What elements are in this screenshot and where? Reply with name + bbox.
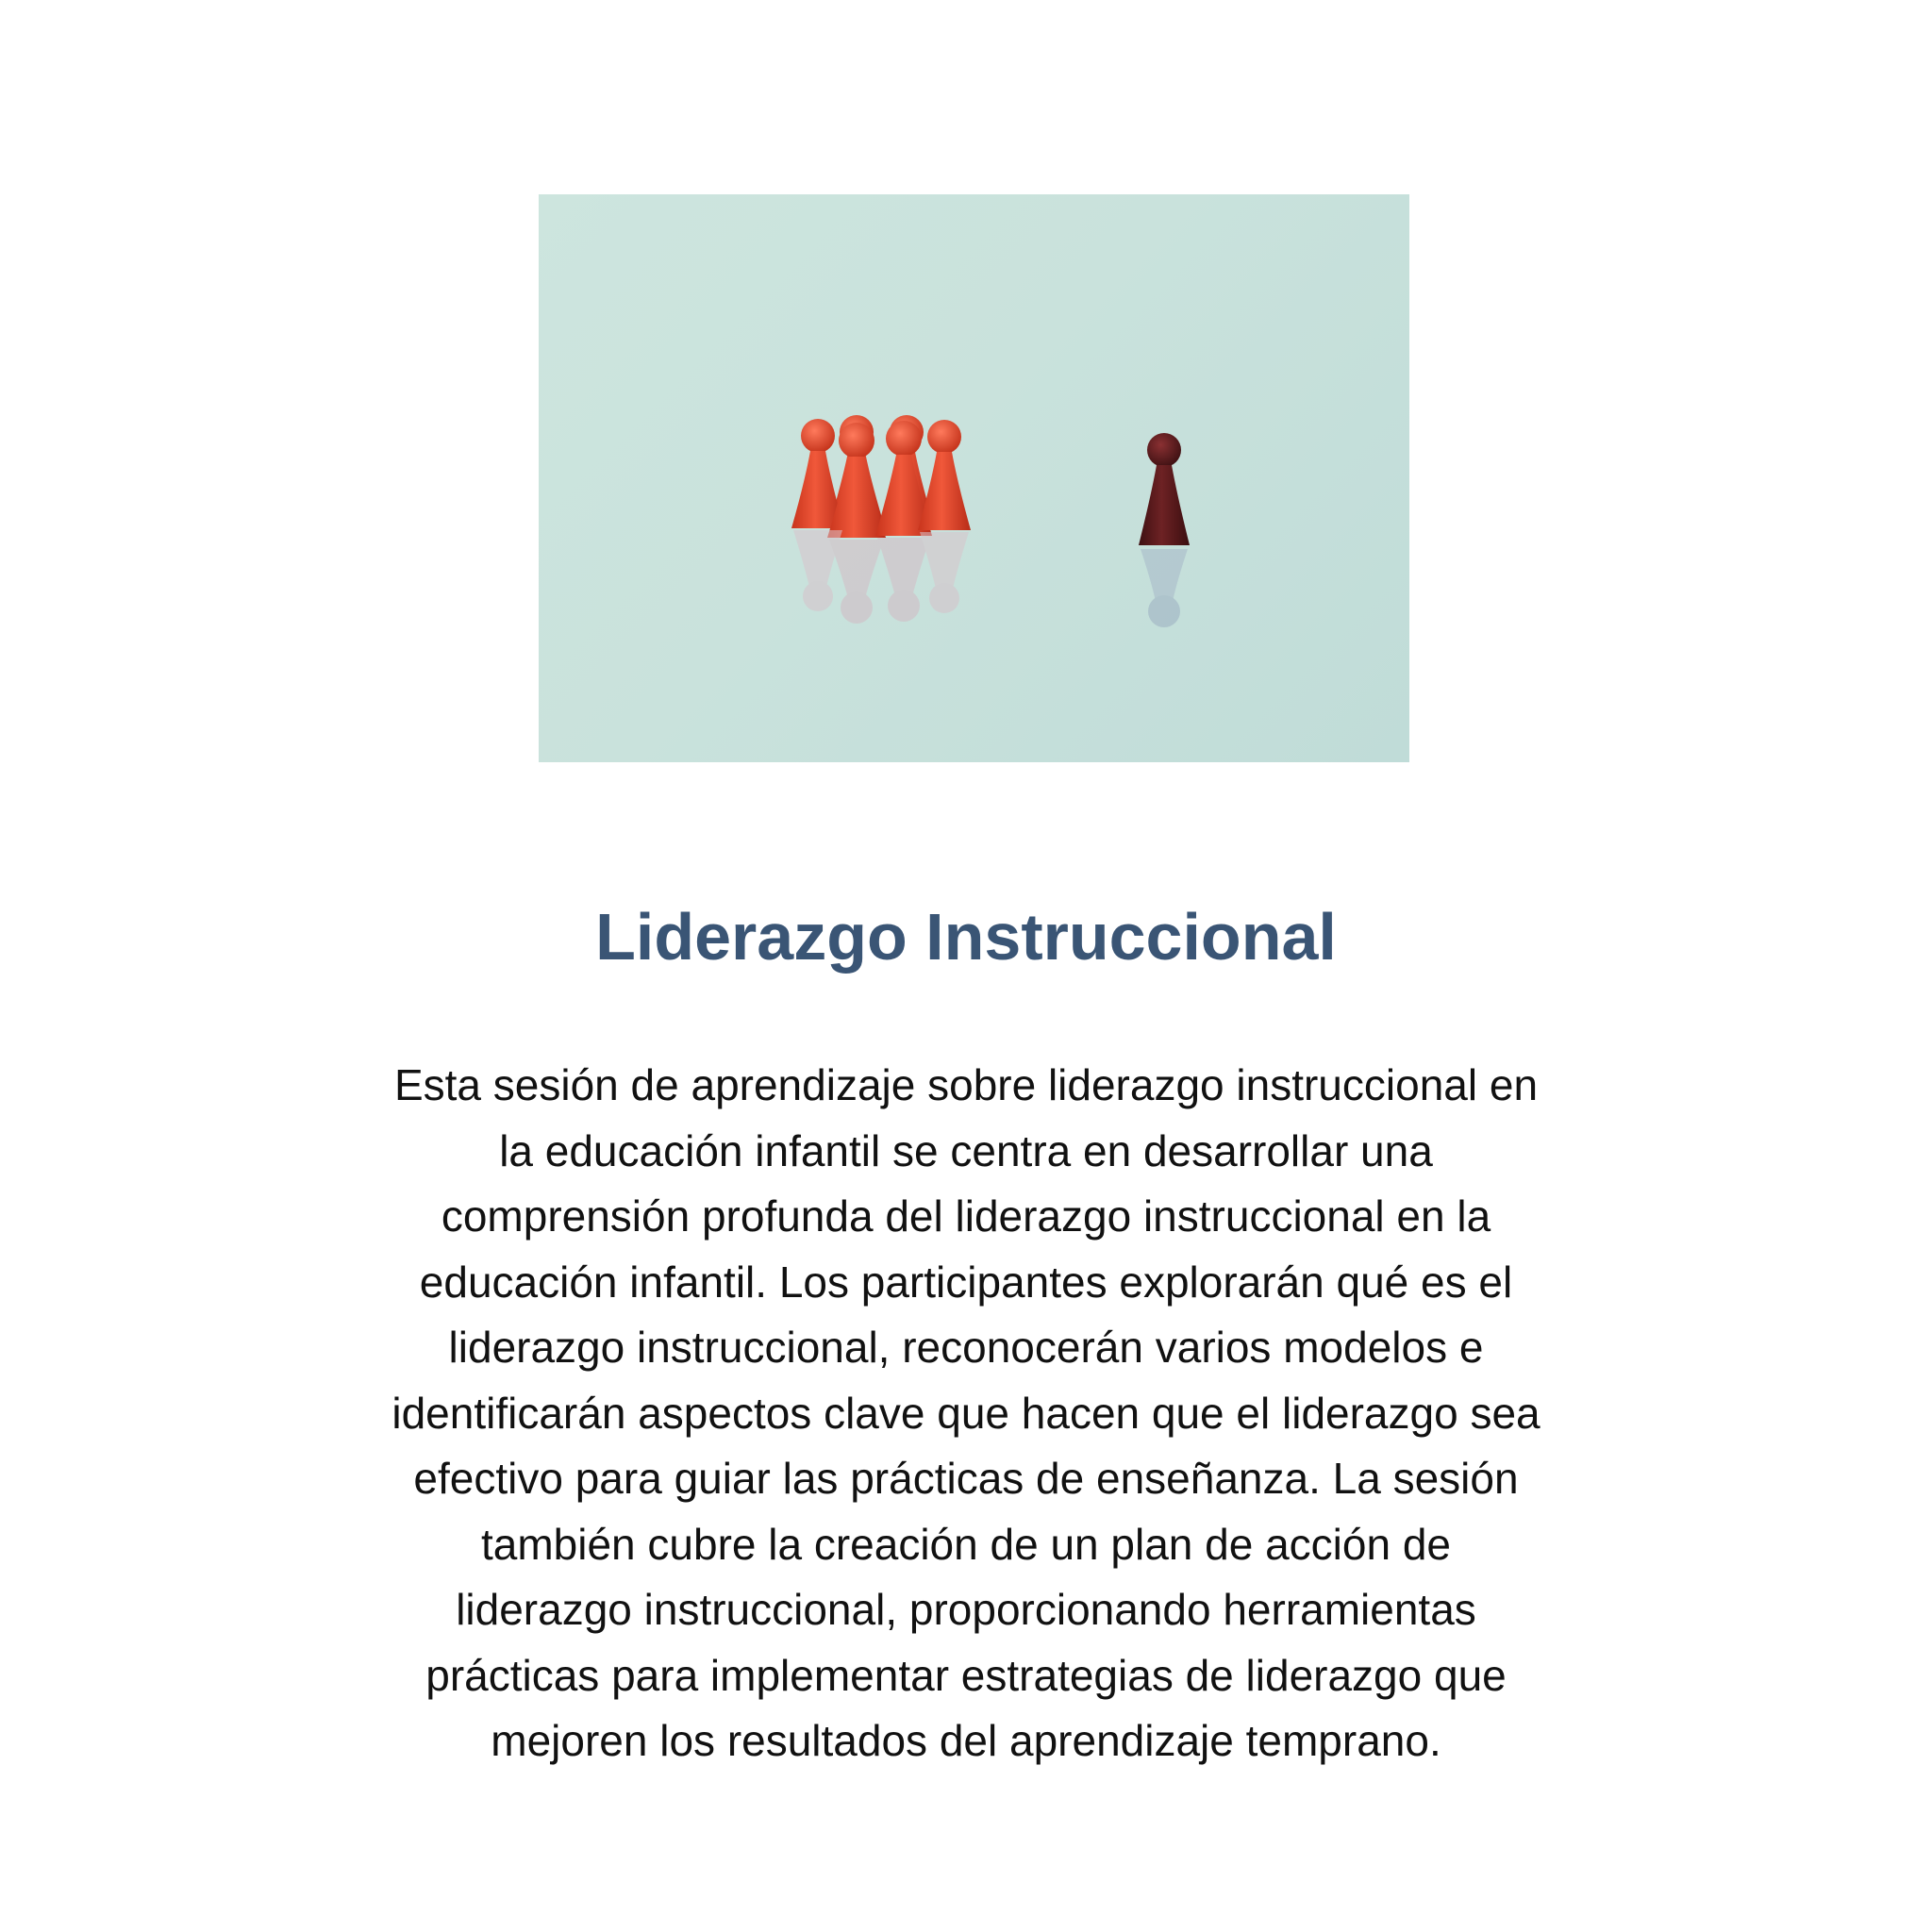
description-line: comprensión profunda del liderazgo instruccional en la <box>441 1191 1491 1241</box>
dark-pawn-reflection <box>1141 549 1188 627</box>
description-line: también cubre la creación de un plan de acción de <box>480 1519 1451 1569</box>
description-line: identificarán aspectos clave que hacen que el liderazgo sea <box>391 1388 1541 1438</box>
description-line: la educación infantil se centra en desarrollar una <box>499 1125 1433 1175</box>
page-title: Liderazgo Instruccional <box>595 900 1337 974</box>
dark-pawn-leader <box>1139 433 1190 545</box>
red-pawn-reflections <box>793 530 969 624</box>
description-line: prácticas para implementar estrategias de liderazgo que <box>425 1650 1507 1700</box>
pawn-figures-image <box>539 194 1409 762</box>
description-line: liderazgo instruccional, proporcionando herramientas <box>456 1585 1476 1634</box>
description-line: Esta sesión de aprendizaje sobre liderazgo instruccional en <box>393 1060 1539 1109</box>
red-pawn-4 <box>918 420 971 530</box>
description-line: educación infantil. Los participantes explorarán qué es el <box>419 1257 1513 1307</box>
session-description <box>283 1053 1649 1774</box>
description-line: mejoren los resultados del aprendizaje temprano. <box>491 1716 1441 1765</box>
description-line: liderazgo instruccional, reconocerán varios modelos e <box>448 1323 1484 1372</box>
pawn-figures-illustration <box>539 194 1409 762</box>
description-line: efectivo para guiar las prácticas de enseñanza. La sesión <box>413 1454 1519 1503</box>
red-pawn-2 <box>827 423 886 538</box>
